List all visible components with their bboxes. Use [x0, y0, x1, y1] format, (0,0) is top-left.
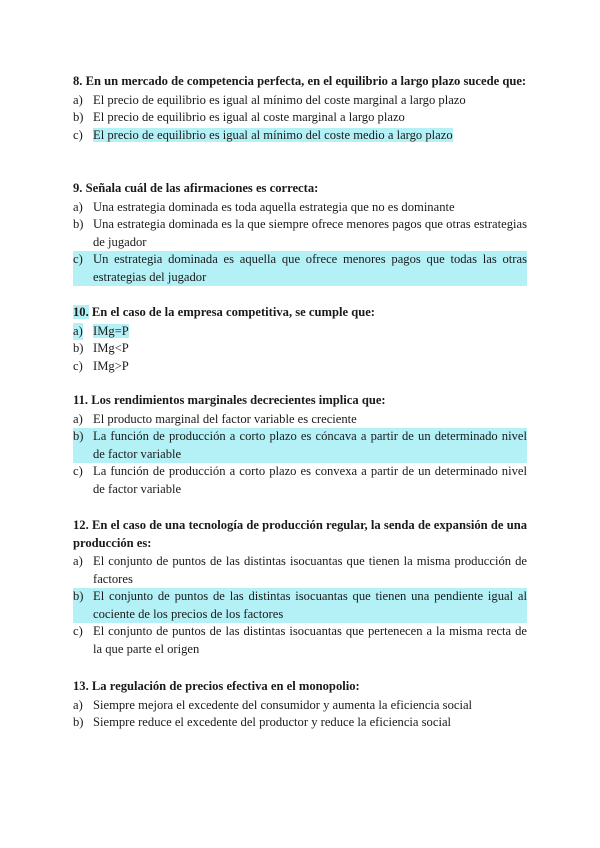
highlighted-answer: IMg=P — [93, 323, 129, 338]
question-title — [73, 180, 527, 198]
option-letter: c) — [73, 464, 83, 478]
question-title — [73, 392, 527, 410]
question-title — [73, 304, 527, 322]
option-letter: a) — [73, 697, 83, 712]
option-b — [73, 428, 527, 463]
option-text: Una estrategia dominada es la que siempre ofrece menores pagos que otras estrategias de jugador — [93, 217, 527, 249]
question-text: En un mercado de competencia perfecta, en el equilibrio a largo plazo sucede que: — [85, 74, 527, 88]
option-letter: b) — [73, 110, 84, 124]
option-letter: a) — [73, 92, 83, 107]
option-text: IMg>P — [93, 358, 129, 373]
question-text: La regulación de precios efectiva en el monopolio: — [91, 679, 360, 693]
option-a — [73, 697, 527, 715]
question-text: En el caso de una tecnología de producción regular, la senda de expansión de una producción es: — [73, 518, 528, 550]
option-a — [73, 323, 527, 341]
option-letter: c) — [73, 127, 83, 142]
highlighted-answer: El conjunto de puntos de las distintas isocuantas que tienen una pendiente igual al cociente de los precios de los factores — [93, 589, 527, 621]
option-c — [73, 463, 527, 498]
option-text: Una estrategia dominada es toda aquella estrategia que no es dominante — [93, 199, 455, 214]
option-text: El precio de equilibrio es igual al coste marginal a largo plazo — [93, 110, 405, 124]
question-number: 11. — [73, 393, 89, 407]
option-letter: c) — [73, 251, 83, 269]
option-text: El precio de equilibrio es igual al mínimo del coste marginal a largo plazo — [93, 92, 466, 107]
option-text: La función de producción a corto plazo es convexa a partir de un determinado nivel de factor variable — [93, 464, 527, 496]
option-letter: b) — [73, 588, 84, 606]
question-text: En el caso de la empresa competitiva, se cumple que: — [91, 305, 376, 319]
option-text: Siempre mejora el excedente del consumidor y aumenta la eficiencia social — [93, 697, 473, 712]
option-letter: b) — [73, 715, 84, 729]
question-title — [73, 73, 527, 91]
option-text: El conjunto de puntos de las distintas isocuantas que pertenecen a la misma recta de la que parte el origen — [93, 624, 527, 656]
question-number: 12. — [73, 518, 89, 532]
question-8 — [73, 73, 527, 144]
question-11 — [73, 392, 527, 498]
option-a — [73, 553, 527, 588]
option-letter: b) — [73, 428, 84, 446]
option-text: El conjunto de puntos de las distintas isocuantas que tienen la misma producción de factores — [93, 554, 527, 586]
option-letter: b) — [73, 217, 84, 231]
question-number: 8. — [73, 74, 83, 88]
option-c — [73, 358, 527, 376]
option-text: IMg<P — [93, 341, 129, 355]
option-c — [73, 251, 527, 286]
option-text: Siempre reduce el excedente del productor y reduce la eficiencia social — [93, 715, 452, 729]
question-12 — [73, 517, 527, 658]
option-b — [73, 340, 527, 358]
highlighted-answer: La función de producción a corto plazo es cóncava a partir de un determinado nivel de factor variable — [93, 429, 527, 461]
question-number: 9. — [73, 181, 83, 195]
option-letter: a) — [73, 554, 83, 568]
option-letter: c) — [73, 624, 83, 638]
option-c — [73, 127, 527, 145]
question-title — [73, 678, 527, 696]
option-letter: c) — [73, 358, 83, 373]
question-13 — [73, 678, 527, 732]
question-10 — [73, 304, 527, 375]
question-title — [73, 517, 527, 552]
highlighted-answer: Un estrategia dominada es aquella que ofrece menores pagos que todas las otras estrategias del jugador — [93, 252, 527, 284]
option-letter: a) — [73, 199, 83, 214]
question-9 — [73, 180, 527, 286]
option-b — [73, 216, 527, 251]
option-text: El producto marginal del factor variable es creciente — [93, 411, 357, 426]
option-b — [73, 588, 527, 623]
option-letter: b) — [73, 341, 84, 355]
option-letter: a) — [73, 323, 83, 341]
option-a — [73, 92, 527, 110]
highlighted-answer: El precio de equilibrio es igual al mínimo del coste medio a largo plazo — [93, 127, 453, 142]
option-letter: a) — [73, 411, 83, 426]
question-text: Los rendimientos marginales decrecientes implica que: — [91, 393, 386, 407]
option-a — [73, 411, 527, 429]
question-number: 10. — [73, 305, 89, 319]
option-b — [73, 714, 527, 732]
question-text: Señala cuál de las afirmaciones es correcta: — [85, 181, 319, 195]
option-a — [73, 199, 527, 217]
question-number: 13. — [73, 679, 89, 693]
option-c — [73, 623, 527, 658]
option-b — [73, 109, 527, 127]
